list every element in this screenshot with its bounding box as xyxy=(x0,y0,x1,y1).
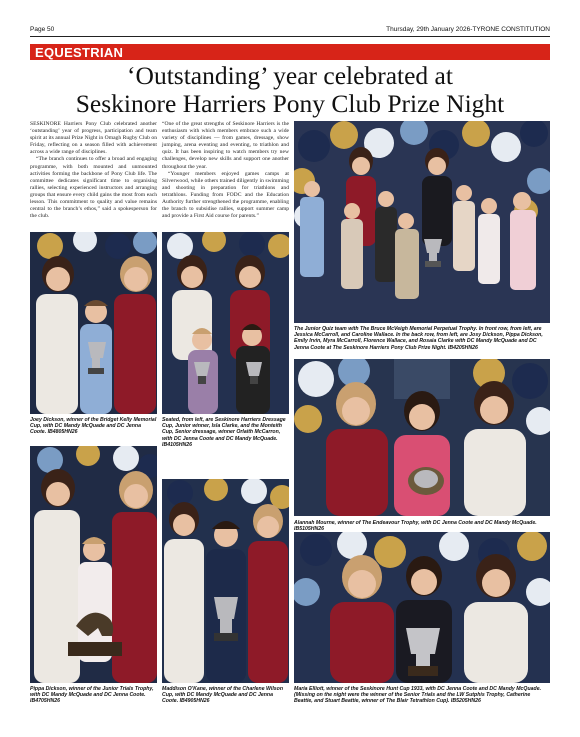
caption-maddison-okane: Maddison O’Kane, winner of the Charlene Wilson Cup, with DC Mandy McQuade and DC Jenna Coote. IB4905HN26 xyxy=(162,686,284,705)
caption-maria-elliott: Maria Elliott, winner of the Seskinore Hunt Cup 1933, with DC Jenna Coote and DC Mandy McQuade. (Missing on the night were the winner of the Senior Trials and the LW Sutphis Trophy, Catherine Beattie, and Stuart Beattie, winner of The Blair Tetrathlon Cup). IB5205HN26 xyxy=(294,686,542,705)
publication-date: Thursday, 29th January 2026-TYRONE CONSTITUTION xyxy=(386,26,550,33)
section-label: EQUESTRIAN xyxy=(35,45,124,60)
photo-pippa-dickson xyxy=(30,446,157,683)
body-paragraph: “One of the great strengths of Seskinore Harriers is the enthusiasm with which members embrace such a wide variety of disciplines — from games, dressage, show jumping, arena eventing and eventing, to triathlon and quiz. It has been inspiring to watch members try new challenges, develop new skills and support one another throughout the year. xyxy=(162,121,289,170)
caption-pippa-dickson: Pippa Dickson, winner of the Junior Trials Trophy, with DC Mandy McQuade and DC Jenna Coote. IB4705HN26 xyxy=(30,686,154,705)
body-paragraph: “Younger members enjoyed games camps at Silverwood, while others trained diligently in swimming and shooting in preparation for triathlons and tetrathlons. Funding from FODC and the Education Authority further strengthened the programme, enabling the branch to subsidise rallies, support summer camp and provide a First Aid course for parents.” xyxy=(162,170,289,220)
photo-junior-quiz-team xyxy=(294,121,550,323)
photo-maddison-okane xyxy=(162,479,289,683)
caption-alannah-mourne: Alannah Mourne, winner of The Endeavour Trophy, with DC Jenna Coote and DC Mandy McQuade. IB5105HN26 xyxy=(294,520,537,533)
page-header xyxy=(30,26,550,36)
headline-line-2: Seskinore Harriers Pony Club Prize Night xyxy=(75,89,505,118)
photo-joey-dickson xyxy=(30,232,157,414)
section-banner xyxy=(30,44,550,60)
header-rule xyxy=(30,36,550,37)
body-column-1 xyxy=(30,121,157,220)
page-number: Page 50 xyxy=(30,26,55,33)
caption-junior-quiz: The Junior Quiz team with The Bruce McVeigh Memorial Perpetual Trophy. In front row, from left, are Jessica McCarroll, and Caroline Wallace. In the back row, from left, are Josy Dickson, Pippa Dickson, Emily Irvin, Myra McCarroll, Florence Wallace, and Rosaia Clarke with DC Mandy McQuade and DC Jenna Coote at The Seskinore Harriers Pony Club Prize Night. IB4205HN26 xyxy=(294,326,543,351)
body-paragraph: SESKINORE Harriers Pony Club celebrated another ‘outstanding’ year of progress, participation and team spirit at its annual Prize Night in Omagh Rugby Club on Friday, reflecting on a season filled with achievement across a wide range of disciplines. xyxy=(30,121,157,156)
caption-joey-dickson: Joey Dickson, winner of the Bridget Kelly Memorial Cup, with DC Mandy McQuade and DC Jenna Coote. IB4805HN26 xyxy=(30,417,157,436)
body-column-2 xyxy=(162,121,289,220)
body-paragraph: “The branch continues to offer a broad and engaging programme, with both mounted and unmounted activities forming the backbone of Pony Club life. The committee dedicates significant time to organising rallies, selecting experienced instructors and arranging groups that ensure every child gains the most from each lesson. This commitment to quality and value remains central to the branch’s ethos,” said a spokesperson for the club. xyxy=(30,156,157,220)
article-headline xyxy=(30,62,550,118)
photo-dressage-winners xyxy=(162,232,289,414)
caption-dressage-winners: Seated, from left, are Seskinore Harriers Dressage Cup, Junior winner, Isla Clarke, and the Monteith Cup, Senior dressage, winner Orlaith McCarron, with DC Jenna Coote and DC Mandy McQuade. IB4105HN26 xyxy=(162,417,286,448)
photo-maria-elliott xyxy=(294,532,550,683)
headline-line-1: ‘Outstanding’ year celebrated at xyxy=(127,61,453,90)
photo-alannah-mourne xyxy=(294,359,550,516)
